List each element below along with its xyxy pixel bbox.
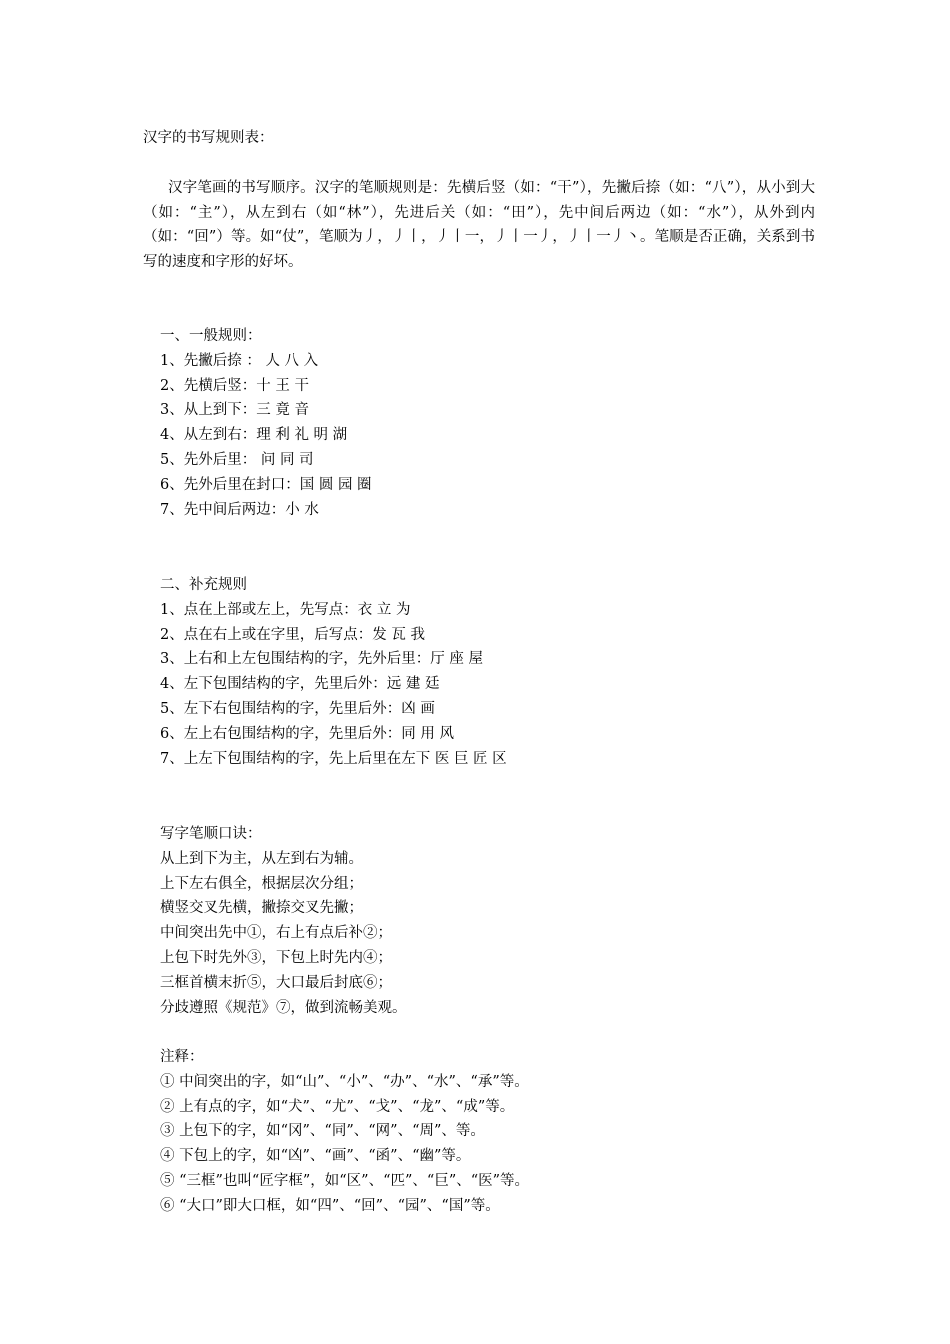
rule-item: 2、先横后竖：十 王 干 xyxy=(160,377,309,394)
rule-item: 3、从上到下：三 竟 音 xyxy=(160,402,309,419)
notes-section xyxy=(160,1045,529,1219)
section-heading: 一、一般规则： xyxy=(160,328,262,344)
rule-item: 1、先撇后捺 ： 人 八 入 xyxy=(160,352,319,369)
section-heading: 写字笔顺口诀： xyxy=(160,826,262,842)
intro-paragraph: 汉字笔画的书写顺序。汉字的笔顺规则是：先横后竖（如：“干”），先撇后捺（如：“八”），从小到大（如：“主”），从左到右（如“林”），先进后关（如：“田”），先中间后两边（如：“水”），从外到内（如：“回”）等。如“仗”，笔顺为丿，丿丨，丿丨一，丿丨一丿，丿丨一丿丶。笔顺是否正确，关系到书写的速度和字形的好坏。 xyxy=(143,180,815,270)
rule-item: 5、左下右包围结构的字，先里后外：凶 画 xyxy=(160,700,435,717)
supplementary-rules-section xyxy=(160,573,507,771)
section-heading: 注释： xyxy=(160,1049,204,1065)
mnemonic-section xyxy=(160,822,407,1020)
rule-item: 1、点在上部或左上，先写点：衣 立 为 xyxy=(160,601,411,618)
document-title: 汉字的书写规则表： xyxy=(143,130,274,146)
note-item: ② 上有点的字，如“犬”、“尤”、“戈”、“龙”、“成”等。 xyxy=(160,1098,515,1115)
note-item: ④ 下包上的字，如“凶”、“画”、“函”、“幽”等。 xyxy=(160,1148,471,1165)
note-item: ① 中间突出的字，如“山”、“小”、“办”、“水”、“承”等。 xyxy=(160,1073,529,1090)
mnemonic-line: 分歧遵照《规范》⑦，做到流畅美观。 xyxy=(160,999,407,1016)
rule-item: 6、先外后里在封口：国 圆 园 圈 xyxy=(160,476,372,493)
mnemonic-line: 三框首横末折⑤，大口最后封底⑥； xyxy=(160,974,392,991)
general-rules-section xyxy=(160,324,372,522)
note-item: ⑤ “三框”也叫“匠字框”，如“区”、“匹”、“巨”、“医”等。 xyxy=(160,1172,530,1189)
note-item: ③ 上包下的字，如“冈”、“同”、“网”、“周”、等。 xyxy=(160,1123,485,1140)
rule-item: 7、上左下包围结构的字，先上后里在左下 医 巨 匠 区 xyxy=(160,750,507,767)
mnemonic-line: 上包下时先外③，下包上时先内④； xyxy=(160,949,392,966)
rule-item: 2、点在右上或在字里，后写点：发 瓦 我 xyxy=(160,626,425,643)
mnemonic-line: 从上到下为主，从左到右为辅。 xyxy=(160,850,363,867)
rule-item: 4、左下包围结构的字，先里后外：远 建 廷 xyxy=(160,676,440,693)
rule-item: 6、左上右包围结构的字，先里后外：同 用 风 xyxy=(160,725,454,742)
mnemonic-line: 上下左右俱全，根据层次分组； xyxy=(160,875,363,892)
mnemonic-line: 横竖交叉先横，撇捺交叉先撇； xyxy=(160,900,363,917)
mnemonic-line: 中间突出先中①，右上有点后补②； xyxy=(160,925,392,942)
rule-item: 5、先外后里： 问 同 司 xyxy=(160,451,314,468)
rule-item: 7、先中间后两边：小 水 xyxy=(160,501,319,518)
section-heading: 二、补充规则 xyxy=(160,577,247,593)
note-item: ⑥ “大口”即大口框，如“四”、“回”、“园”、“国”等。 xyxy=(160,1197,500,1214)
rule-item: 3、上右和上左包围结构的字，先外后里：厅 座 屋 xyxy=(160,651,483,668)
rule-item: 4、从左到右：理 利 礼 明 湖 xyxy=(160,427,348,444)
